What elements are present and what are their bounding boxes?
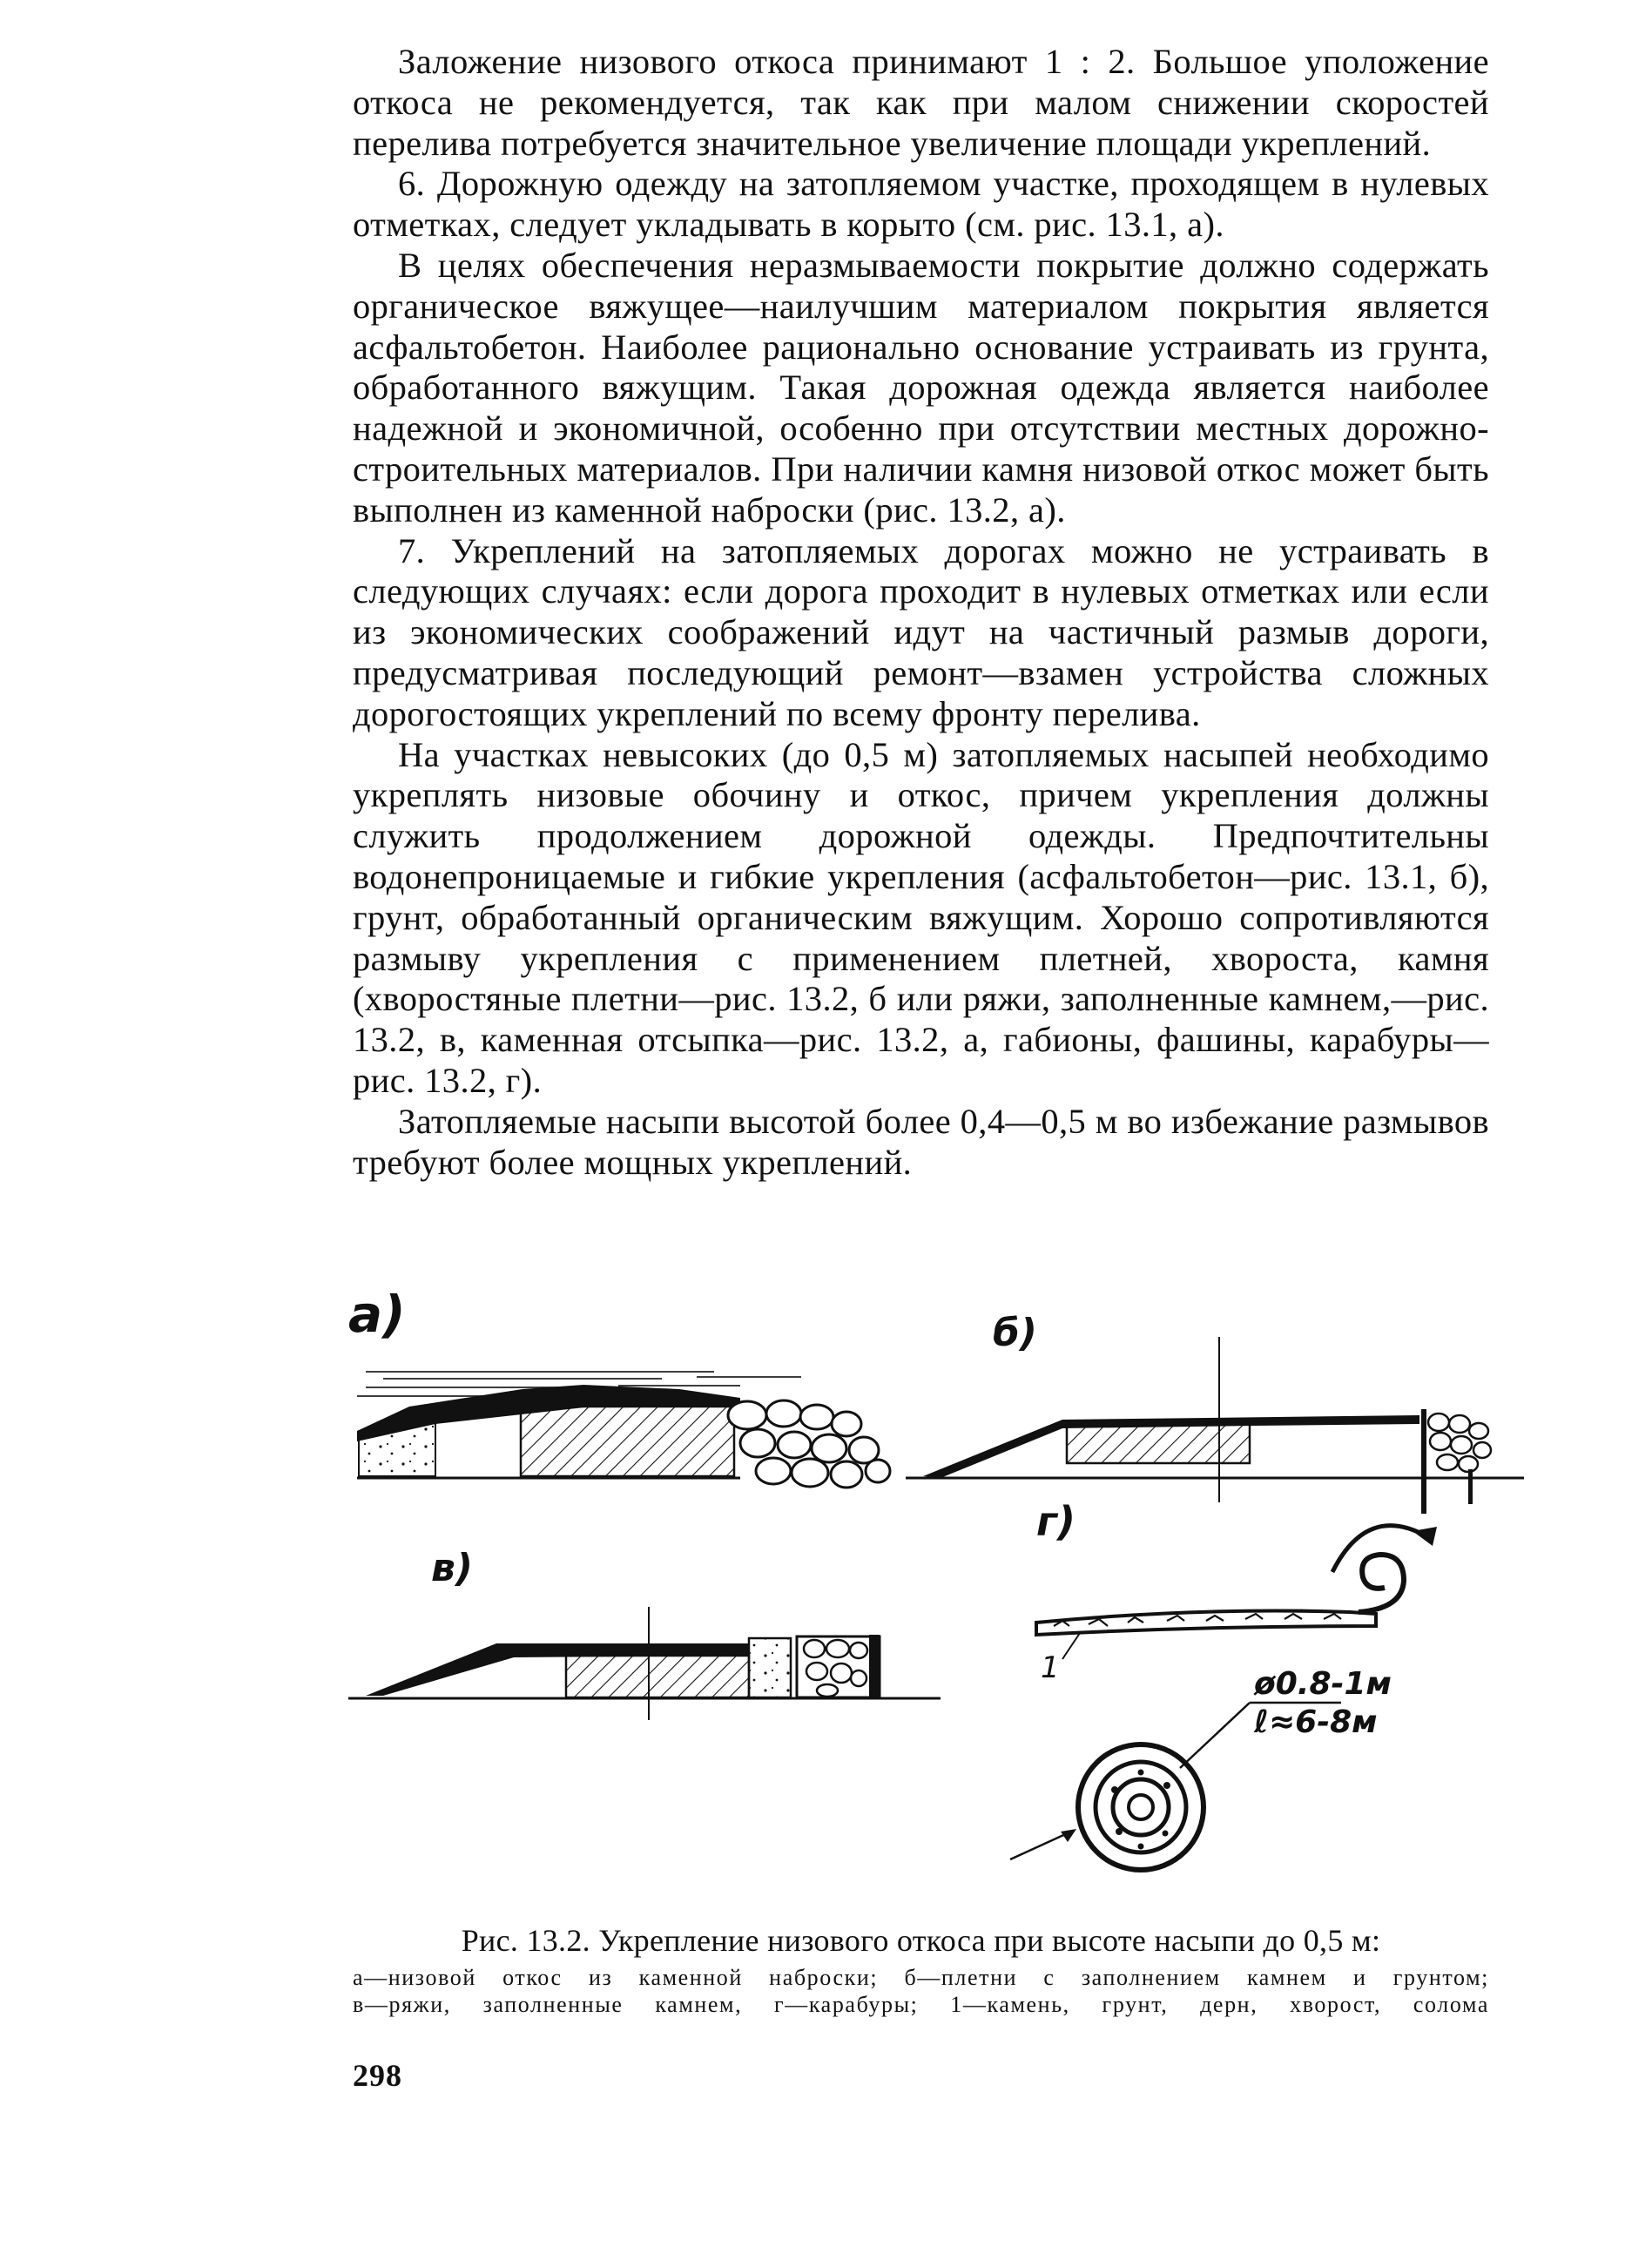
figure-legend — [353, 1964, 1489, 2018]
paragraph: Затопляемые насыпи высотой более 0,4—0,5 м во избежание размывов требуют более мощных укреплений. — [353, 1101, 1489, 1182]
label-b: б) — [993, 1311, 1037, 1355]
callout-1: 1 — [1041, 1650, 1060, 1685]
label-g: г) — [1036, 1498, 1076, 1545]
sketch-a — [357, 1372, 890, 1488]
figure-drawings — [331, 1285, 1550, 2243]
label-v: в) — [431, 1546, 473, 1590]
legend-line-1: а—низовой откос из каменной наброски; б—плетни с заполнением камнем и грунтом; — [353, 1965, 1489, 1990]
sketch-v — [348, 1607, 941, 1720]
label-a: а) — [348, 1285, 406, 1344]
figure-13-2 — [331, 1285, 1550, 1894]
paragraph: На участках невысоких (до 0,5 м) затопляемых насыпей необходимо укреплять низовые обочину и откос, причем укрепления должны служить продолжением дорожной одежды. Предпочтительны водонепроницаемые и гибкие укрепления (асфальтобетон—рис. 13.1, б), грунт, обработанный органическим вяжущим. Хорошо сопротивляются размыву укрепления с применением плетней, хвороста, камня (хворостяные плетни—рис. 13.2, б или ряжи, заполненные камнем,—рис. 13.2, в, каменная отсыпка—рис. 13.2, а, габионы, фашины, карабуры—рис. 13.2, г). — [353, 734, 1489, 1100]
paragraph: В целях обеспечения неразмываемости покрытие должно содержать органическое вяжущее—наилучшим материалом покрытия является асфальтобетон. Наиболее рационально основание устраивать из грунта, обработанного вяжущим. Такая дорожная одежда является наиболее надежной и экономичной, особенно при отсутствии местных дорожно-строительных материалов. При наличии камня низовой откос может быть выполнен из каменной наброски (рис. 13.2, а). — [353, 245, 1489, 530]
diameter-annotation: ø0.8-1м — [1254, 1666, 1392, 1702]
page-number: 298 — [353, 2058, 402, 2093]
paragraph: 6. Дорожную одежду на затопляемом участке, проходящем в нулевых отметках, следует укладывать в корыто (см. рис. 13.1, а). — [353, 164, 1489, 245]
paragraph: 7. Укреплений на затопляемых дорогах можно не устраивать в следующих случаях: если дорога проходит в нулевых отметках или если из экономических соображений идут на частичный размыв дороги, предусматривая последующий ремонт—взамен устройства сложных дорогостоящих укреплений по всему фронту перелива. — [353, 530, 1489, 733]
paragraph: Заложение низового откоса принимают 1 : 2. Большое уположение откоса не рекомендуется, так как при малом снижении скоростей перелива потребуется значительное увеличение площади укреплений. — [353, 42, 1489, 163]
sketch-b — [906, 1337, 1524, 1514]
length-annotation: ℓ≈6-8м — [1254, 1704, 1378, 1740]
legend-line-2: в—ряжи, заполненные камнем, г—карабуры; 1—камень, грунт, дерн, хворост, солома — [353, 1992, 1489, 2017]
figure-caption: Рис. 13.2. Укрепление низового откоса при высоте насыпи до 0,5 м: — [461, 1923, 1381, 1958]
body-text — [353, 42, 1489, 1183]
